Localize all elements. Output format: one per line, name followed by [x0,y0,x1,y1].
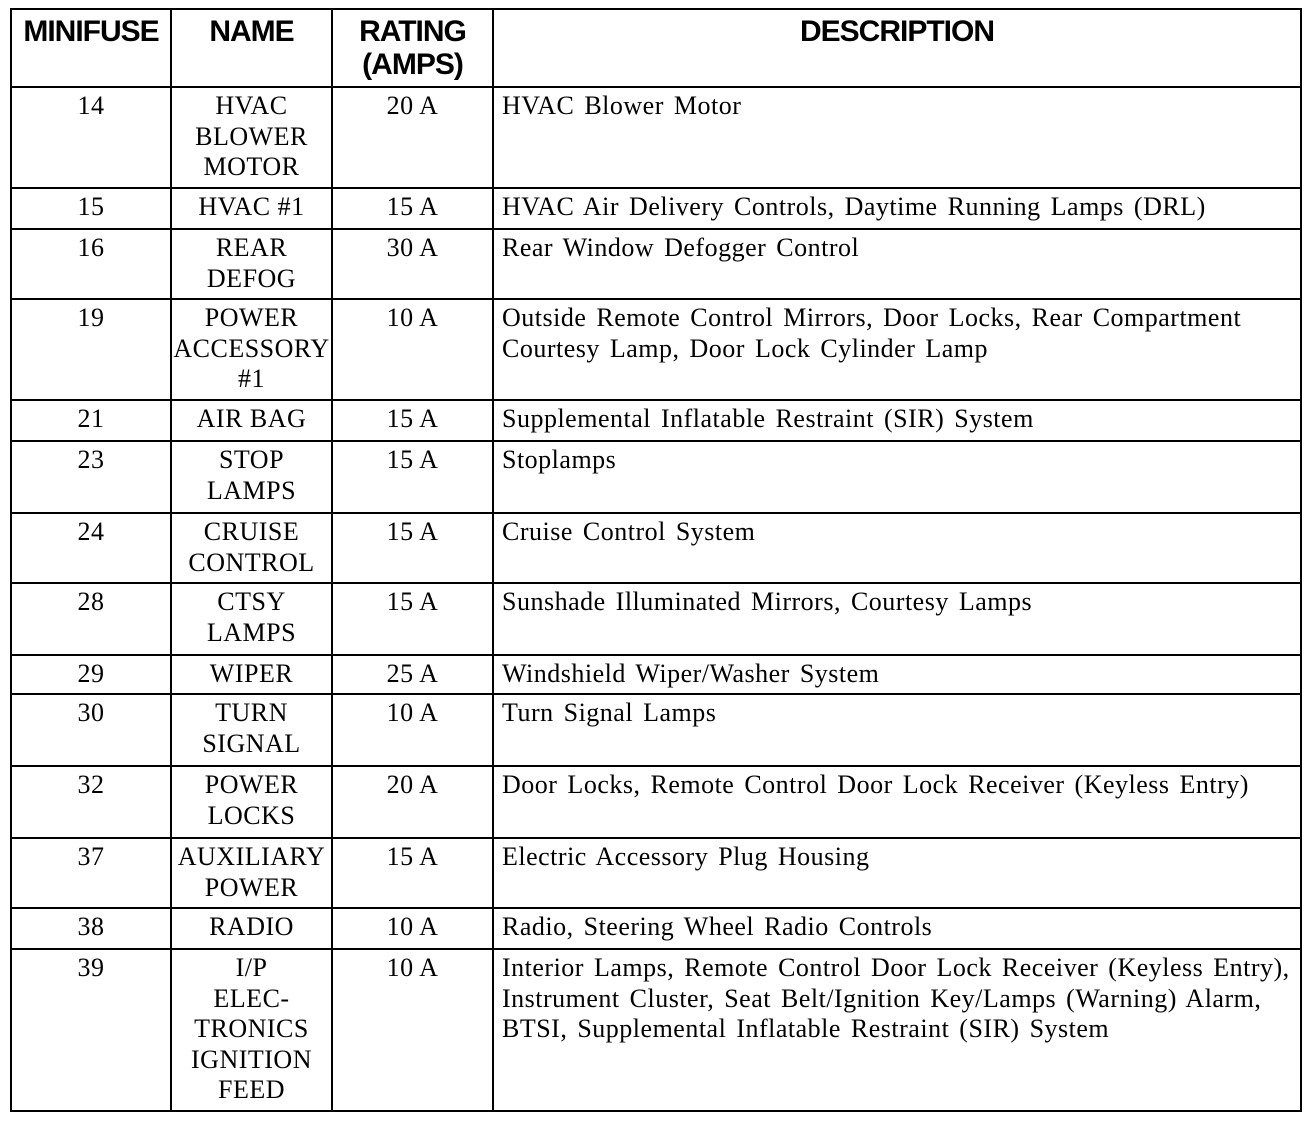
fuse-name-line: RADIO [209,912,294,941]
fuse-name-line: DEFOG [206,263,297,293]
fuse-name [171,188,332,229]
fuse-description: HVAC Blower Motor [493,87,1301,188]
minifuse-number: 39 [11,949,171,1111]
fuse-rating: 20 A [332,766,493,838]
fuse-rating: 15 A [332,838,493,908]
fuse-rating: 25 A [332,655,493,694]
header-minifuse: MINIFUSE [11,9,171,87]
table-row [11,908,1301,949]
table-row [11,838,1301,908]
fuse-name [171,766,332,838]
fuse-name [171,513,332,583]
table-row [11,583,1301,655]
fuse-description: Outside Remote Control Mirrors, Door Locks, Rear Compartment Courtesy Lamp, Door Lock Cylinder Lamp [493,299,1301,400]
fuse-rating: 15 A [332,188,493,229]
header-name: NAME [171,9,332,87]
fuse-name-line: AIR BAG [196,404,307,433]
fuse-rating: 15 A [332,441,493,513]
fuse-name-line: IGNITION [191,1044,312,1074]
minifuse-number: 23 [11,441,171,513]
minifuse-number: 21 [11,400,171,441]
table-row [11,655,1301,694]
fuse-name-line: LOCKS [207,800,296,830]
table-row [11,441,1301,513]
fuse-rating: 10 A [332,949,493,1111]
fuse-name-line: AUXILIARY [177,842,326,871]
fuse-name-line: LAMPS [206,475,297,505]
fuse-name-line: ACCESSORY [173,333,330,363]
minifuse-number: 30 [11,694,171,766]
fuse-name [171,299,332,400]
fuse-description: Rear Window Defogger Control [493,229,1301,299]
fuse-description: Interior Lamps, Remote Control Door Lock Receiver (Keyless Entry), Instrument Cluster, Seat Belt/Ignition Key/Lamps (Warning) Alarm, BTSI, Supplemental Inflatable Restraint (SIR) System [493,949,1301,1111]
fuse-name-line: HVAC [215,91,288,120]
table-row [11,694,1301,766]
fuse-description: Turn Signal Lamps [493,694,1301,766]
minifuse-number: 29 [11,655,171,694]
fuse-name-line: ELEC- [213,983,290,1013]
fuse-rating: 15 A [332,583,493,655]
fuse-name-line: STOP [218,445,285,474]
fuse-name [171,583,332,655]
fuse-name-line: TRONICS [194,1014,309,1043]
fuse-name-line: POWER [204,303,299,332]
header-description: DESCRIPTION [493,9,1301,87]
fuse-name-line: MOTOR [203,152,300,181]
fuse-description: Windshield Wiper/Washer System [493,655,1301,694]
minifuse-number: 37 [11,838,171,908]
table-row [11,299,1301,400]
fuse-name-line: SIGNAL [202,728,301,758]
fuse-description: Electric Accessory Plug Housing [493,838,1301,908]
fuse-name [171,441,332,513]
fuse-name-line: POWER [204,872,299,902]
fuse-name [171,400,332,441]
header-rating [332,9,493,87]
fuse-table-body [11,87,1301,1111]
fuse-name-line: TURN [215,698,288,727]
fuse-table [10,8,1302,1112]
minifuse-number: 38 [11,908,171,949]
minifuse-number: 19 [11,299,171,400]
fuse-rating: 10 A [332,908,493,949]
table-row [11,513,1301,583]
fuse-name-line: LAMPS [206,617,297,647]
minifuse-number: 14 [11,87,171,188]
fuse-rating: 15 A [332,400,493,441]
fuse-name-line: POWER [204,770,299,799]
table-row [11,766,1301,838]
fuse-name-line: I/P [235,953,268,982]
fuse-name-line: HVAC #1 [198,192,305,221]
fuse-name-line: WIPER [209,659,294,688]
minifuse-number: 24 [11,513,171,583]
minifuse-number: 28 [11,583,171,655]
fuse-rating: 15 A [332,513,493,583]
header-row [11,9,1301,87]
fuse-name-line: FEED [218,1075,285,1104]
table-row [11,87,1301,188]
table-row [11,949,1301,1111]
minifuse-number: 16 [11,229,171,299]
fuse-name [171,838,332,908]
header-rating-line1: RATING [359,15,466,48]
fuse-rating: 20 A [332,87,493,188]
minifuse-number: 32 [11,766,171,838]
header-rating-line2: (AMPS) [362,48,463,81]
fuse-description: HVAC Air Delivery Controls, Daytime Running Lamps (DRL) [493,188,1301,229]
fuse-name [171,694,332,766]
table-row [11,188,1301,229]
fuse-description: Radio, Steering Wheel Radio Controls [493,908,1301,949]
fuse-name [171,87,332,188]
fuse-name-line: REAR [215,233,288,262]
fuse-description: Door Locks, Remote Control Door Lock Receiver (Keyless Entry) [493,766,1301,838]
table-row [11,400,1301,441]
fuse-description: Supplemental Inflatable Restraint (SIR) System [493,400,1301,441]
fuse-description: Stoplamps [493,441,1301,513]
fuse-name-line: #1 [238,364,265,393]
fuse-name [171,949,332,1111]
table-row [11,229,1301,299]
fuse-name-line: CTSY [217,587,286,616]
fuse-name [171,229,332,299]
fuse-name [171,908,332,949]
minifuse-number: 15 [11,188,171,229]
fuse-name-line: BLOWER [195,121,308,151]
fuse-name [171,655,332,694]
fuse-description: Cruise Control System [493,513,1301,583]
fuse-rating: 10 A [332,694,493,766]
fuse-name-line: CONTROL [188,547,315,577]
fuse-rating: 10 A [332,299,493,400]
fuse-description: Sunshade Illuminated Mirrors, Courtesy Lamps [493,583,1301,655]
fuse-rating: 30 A [332,229,493,299]
fuse-name-line: CRUISE [203,517,300,546]
